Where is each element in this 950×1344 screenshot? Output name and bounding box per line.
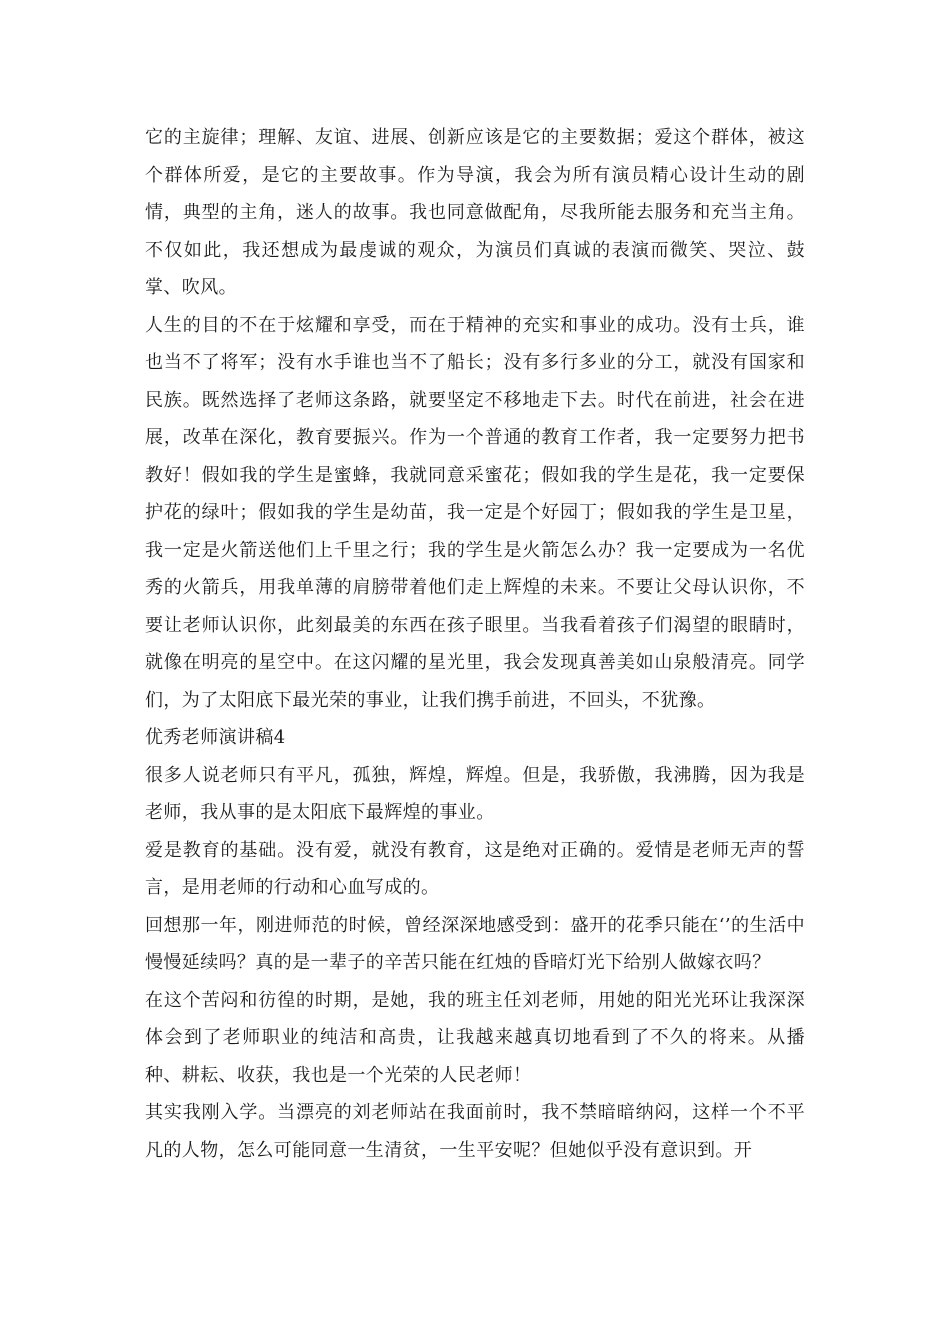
paragraph-love-education: 爱是教育的基础。没有爱，就没有教育，这是绝对正确的。爱情是老师无声的誓言，是用老师的行动和心血写成的。 [145,839,805,898]
paragraph-enrollment: 其实我刚入学。当漂亮的刘老师站在我面前时，我不禁暗暗纳闷，这样一个不平凡的人物，怎么可能同意一生清贫，一生平安呢？但她似乎没有意识到。开 [145,1102,805,1161]
paragraph-teacher-liu: 在这个苦闷和彷徨的时期，是她，我的班主任刘老师，用她的阳光光环让我深深体会到了老师职业的纯洁和高贵，让我越来越真切地看到了不久的将来。从播种、耕耘、收获，我也是一个光荣的人民老师！ [145,989,805,1086]
paragraph-ordinary-teacher: 很多人说老师只有平凡，孤独，辉煌，辉煌。但是，我骄傲，我沸腾，因为我是老师，我从事的是太阳底下最辉煌的事业。 [145,764,805,823]
section-heading: 优秀老师演讲稿4 [145,727,286,748]
document-body [145,119,805,1169]
paragraph-recall: 回想那一年，刚进师范的时候，曾经深深地感受到：盛开的花季只能在‘’的生活中慢慢延续吗？真的是一辈子的辛苦只能在红烛的昏暗灯光下给别人做嫁衣吗？ [145,914,805,973]
paragraph-life-goal: 人生的目的不在于炫耀和享受，而在于精神的充实和事业的成功。没有士兵，谁也当不了将军；没有水手谁也当不了船长；没有多行多业的分工，就没有国家和民族。既然选择了老师这条路，就要坚定不移地走下去。时代在前进，社会在进展，改革在深化，教育要振兴。作为一个普通的教育工作者，我一定要努力把书教好！假如我的学生是蜜蜂，我就同意采蜜花；假如我的学生是花，我一定要保护花的绿叶；假如我的学生是幼苗，我一定是个好园丁；假如我的学生是卫星，我一定是火箭送他们上千里之行；我的学生是火箭怎么办？我一定要成为一名优秀的火箭兵，用我单薄的肩膀带着他们走上辉煌的未来。不要让父母认识你，不要让老师认识你，此刻最美的东西在孩子眼里。当我看着孩子们渴望的眼睛时，就像在明亮的星空中。在这闪耀的星光里，我会发现真善美如山泉般清亮。同学们，为了太阳底下最光荣的事业，让我们携手前进，不回头，不犹豫。 [145,314,805,711]
paragraph-theme: 它的主旋律；理解、友谊、进展、创新应该是它的主要数据；爱这个群体，被这个群体所爱，是它的主要故事。作为导演，我会为所有演员精心设计生动的剧情，典型的主角，迷人的故事。我也同意做配角，尽我所能去服务和充当主角。不仅如此，我还想成为最虔诚的观众，为演员们真诚的表演而微笑、哭泣、鼓掌、吹风。 [145,127,805,298]
